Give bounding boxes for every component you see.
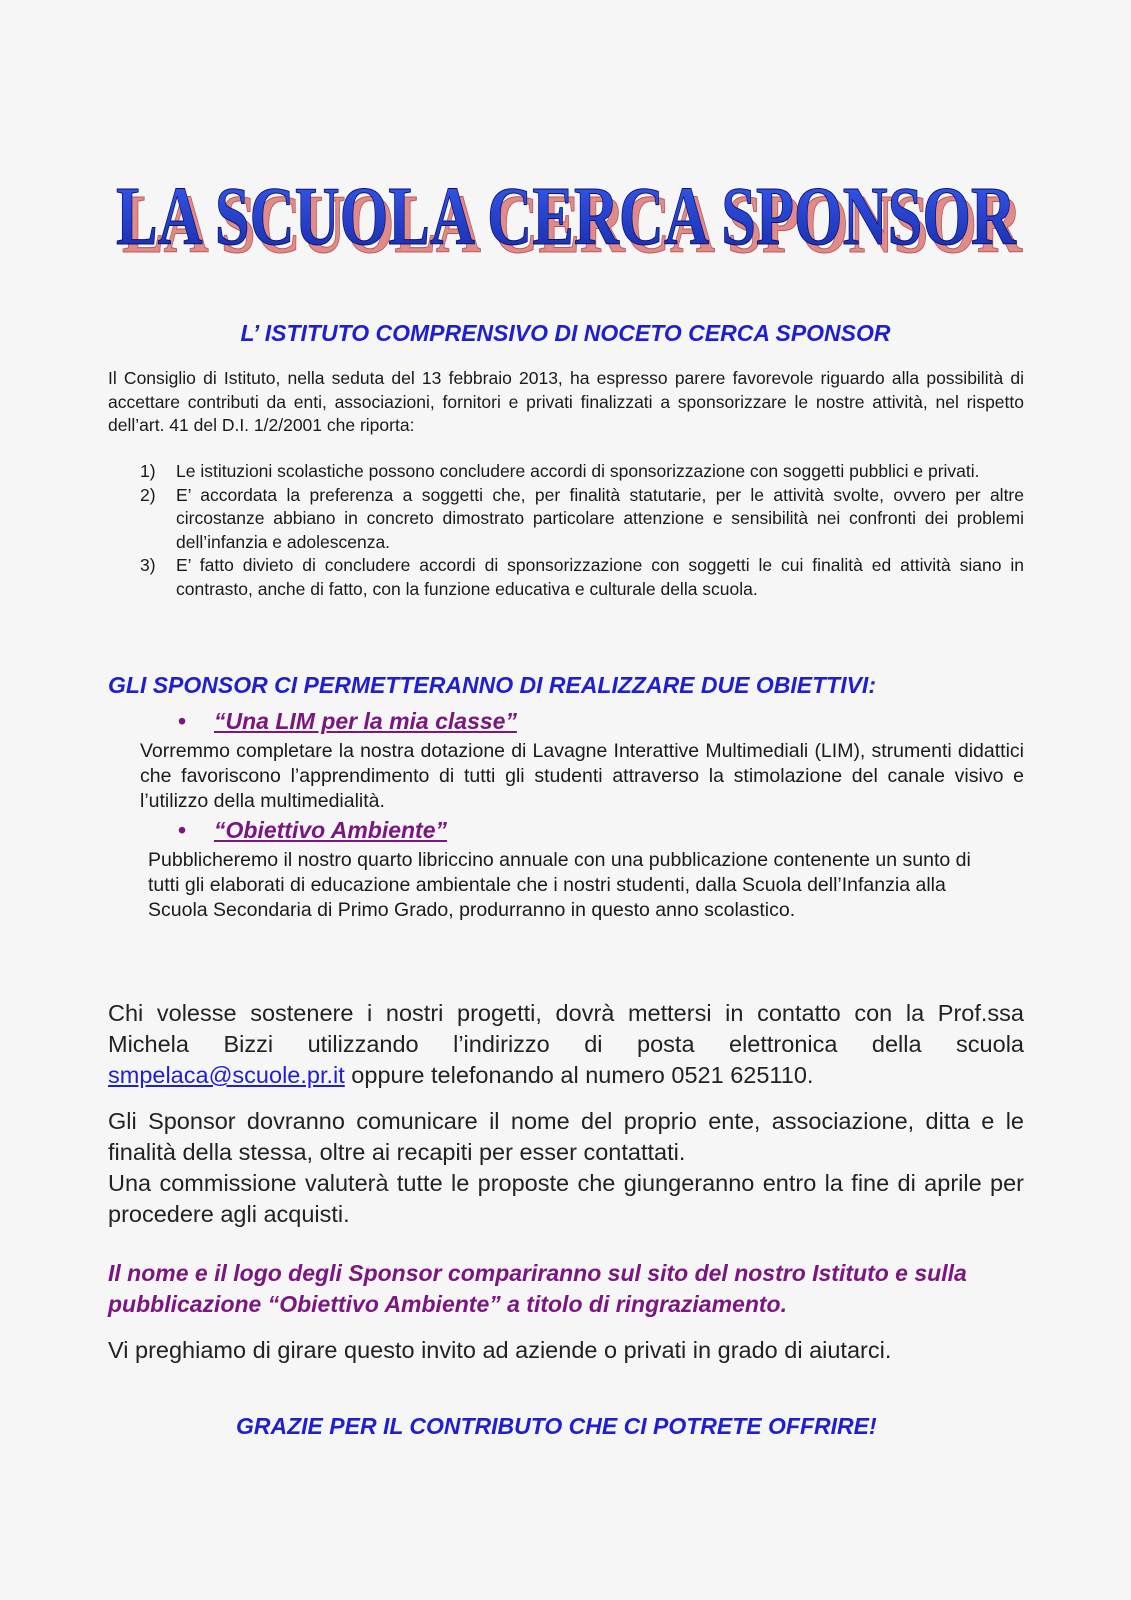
goals-heading: GLI SPONSOR CI PERMETTERANNO DI REALIZZARE DUE OBIETTIVI: [108,672,876,698]
regulation-list [140,460,1024,601]
headline-banner [96,140,1036,260]
sponsor-info-paragraph: Gli Sponsor dovranno comunicare il nome del proprio ente, associazione, ditta e le finalità della stessa, oltre ai recapiti per esser contattati. [108,1108,1024,1165]
list-text: E’ accordata la preferenza a soggetti che, per finalità statutarie, per le attività svolte, ovvero per altre circostanze abbiano in concreto dimostrato particolare attenzione e sensibilità nei confronti dei problemi dell’infanzia e adolescenza. [176,484,1024,552]
contact-paragraph: Chi volesse sostenere i nostri progetti, dovrà mettersi in contatto con la Prof.ssa Michela Bizzi utilizzando l’indirizzo di posta elettronica della scuola smpelaca@scuole.pr.it oppure telefonando al numero 0521 625110. [108,1000,1024,1088]
list-item [140,460,1024,484]
list-text: Le istituzioni scolastiche possono concludere accordi di sponsorizzazione con soggetti pubblici e privati. [176,461,980,481]
headline-extrusion: LA SCUOLA CERCA SPONSOR [122,178,1023,260]
invite-paragraph: Vi preghiamo di girare questo invito ad aziende o privati in grado di aiutarci. [108,1337,892,1363]
goal-1-description: Vorremmo completare la nostra dotazione di Lavagne Interattive Multimediali (LIM), strumenti didattici che favoriscono l’apprendimento di tutti gli studenti attraverso la stimolazione del canale visivo e l’utilizzo della multimedialità. [140,740,1024,812]
list-number: 2) [140,484,156,505]
commission-paragraph: Una commissione valuterà tutte le proposte che giungeranno entro la fine di aprile per procedere agli acquisti. [108,1170,1024,1227]
goal-1-title: • “Una LIM per la mia classe” [178,708,517,734]
goal-2-title: • “Obiettivo Ambiente” [178,817,447,843]
email-link[interactable]: smpelaca@scuole.pr.it [108,1062,345,1088]
headline-wordart [96,140,1036,260]
goal-2-description: Pubblicheremo il nostro quarto libriccino annuale con una pubblicazione contenente un sunto di tutti gli elaborati di educazione ambientale che i nostri studenti, dalla Scuola dell’Infanzia alla Scuola Secondaria di Primo Grado, produrranno in questo anno scolastico. [148,849,971,921]
headline-text: LA SCUOLA CERCA SPONSOR [116,170,1017,260]
list-number: 1) [140,461,156,481]
list-item [140,554,1024,601]
logo-notice: Il nome e il logo degli Sponsor compariranno sul sito del nostro Istituto e sulla pubblicazione “Obiettivo Ambiente” a titolo di ringraziamento. [108,1260,967,1317]
list-item [140,484,1024,555]
list-number: 3) [140,555,156,575]
bullet-icon: • [178,817,187,843]
page-title: L’ ISTITUTO COMPRENSIVO DI NOCETO CERCA SPONSOR [240,320,891,346]
list-text: E’ fatto divieto di concludere accordi di sponsorizzazione con soggetti le cui finalità ed attività siano in contrasto, anche di fatto, con la funzione educativa e culturale della scuola. [176,555,1024,599]
bullet-icon: • [178,708,187,734]
intro-paragraph: Il Consiglio di Istituto, nella seduta del 13 febbraio 2013, ha espresso parere favorevole riguardo alla possibilità di accettare contributi da enti, associazioni, fornitori e privati finalizzati a sponsorizzare le nostre attività, nel rispetto dell’art. 41 del D.I. 1/2/2001 che riporta: [108,368,1024,435]
thanks-message: GRAZIE PER IL CONTRIBUTO CHE CI POTRETE OFFRIRE! [236,1413,877,1439]
